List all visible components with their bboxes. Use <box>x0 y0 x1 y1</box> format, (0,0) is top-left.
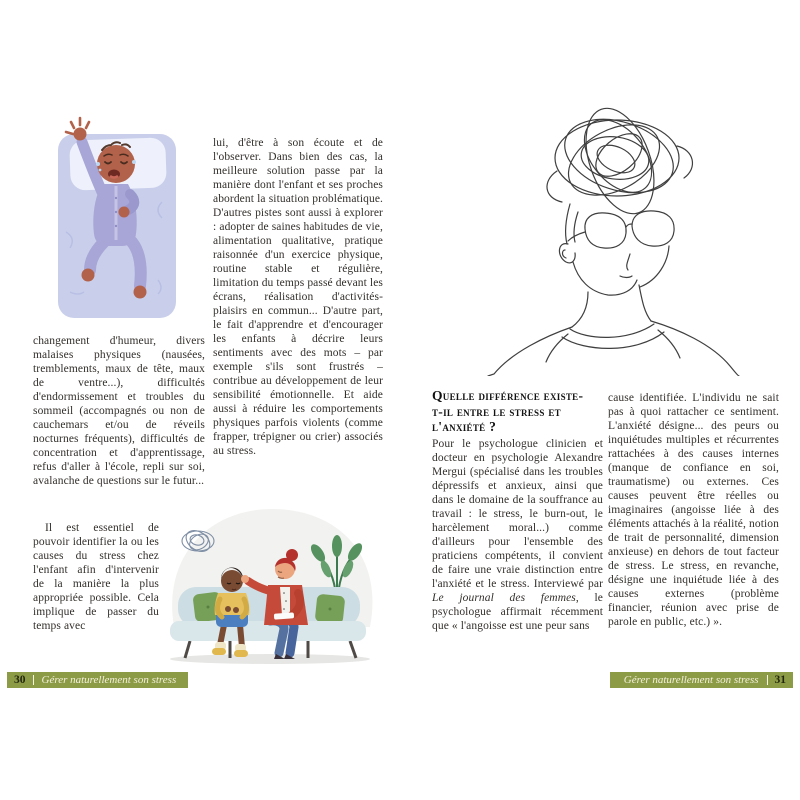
tear-drop <box>132 160 136 164</box>
page-number: 30 <box>14 674 26 686</box>
crying-baby-illustration <box>50 112 185 322</box>
woman-hand-on-boys-head <box>241 575 249 583</box>
paragraph-text: Pour le psychologue clinicien et docteur en psychologie Alexandre Mergui (spécialisé dans les troubles dépressifs et anxieux, ainsi que dans le domaine de la souffrance au travail : le stress, le burn-out, le harcèlement moral...) comme d'ailleurs pour l'ensemble des praticiens compétents, il convient de faire une vraie distinction entre l'anxiété et le stress. Interviewé par <box>432 438 603 590</box>
left-page-column2-paragraph: lui, d'être à son écoute et de l'observer. Dans bien des cas, la meilleure solution passe par la manière dont l'enfant et ses proches abordent la situation problématique. D'autres pistes sont aussi à explorer : adopter de saines habitudes de vie, alimentation qualitative, pratique raisonnée d'un exercice physique, routine stable et régulière, limitation du temps passé devant les écrans, réalisation d'activités-plaisirs en commun... D'autre part, le fait d'apprendre et d'encourager les enfants à décrire leurs sentiments avec des mots – par exemple s'ils sont frustrés – contribue au développement de leur sensibilité émotionnelle. Et aide aussi à réduire les comportements physiques parfois violents (comme frapper, trépigner ou crier) associés au stress. <box>213 137 384 457</box>
floor-shadow <box>170 654 370 664</box>
running-title: Gérer naturellement son stress <box>623 674 759 686</box>
right-page-footer <box>610 672 793 688</box>
tear-drop <box>96 162 100 166</box>
lineart-face <box>559 204 669 295</box>
left-page-column1-paragraph2: Il est essentiel de pouvoir identifier la ou les causes du stress chez l'enfant afin d'intervenir de la manière la plus appropriée possible. Cela implique de passer du temps avec <box>33 522 159 632</box>
tear-drop <box>99 169 102 172</box>
left-page-footer <box>7 672 188 688</box>
lineart-neck-shoulders <box>488 285 739 376</box>
running-title: Gérer naturellement son stress <box>41 674 177 686</box>
right-page-column2-paragraph: cause identifiée. L'individu ne sait pas à quoi rattacher ce sentiment. L'anxiété désigne... des peurs ou inquiétudes multiples et récurrentes rattachées à des causes internes (manque de confiance en soi, traumatisme) ou externes. Ces causes peuvent être réelles ou imaginaires (angoisse liée à des éléments attachés à la réalité, notion de trait de personnalité, dimension anxieuse) en dehors de tout facteur de stress. Le stress, en revanche, désigne une inquiétude liée à des causes externes (problème financier, réunion avec prise de parole en public, etc.) ». <box>608 392 779 628</box>
page-number: 31 <box>774 674 786 686</box>
mother-comforting-child-illustration <box>158 497 393 665</box>
lineart-head-tangled-thoughts-illustration <box>472 86 762 376</box>
section-heading: Quelle différence existe-t-il entre le stress et l'anxiété ? <box>432 388 584 434</box>
tangled-thoughts-scribble-icon <box>547 99 693 223</box>
woman-hair-bun <box>286 549 298 561</box>
paragraph-text: , le psychologue affirmait récemment que « l'angoisse est une peur sans <box>432 592 603 632</box>
publication-title: Le journal des femmes <box>432 592 576 604</box>
right-page-column1-paragraph <box>432 437 603 633</box>
boy-head <box>221 570 243 592</box>
ear <box>559 244 575 263</box>
left-page-column1-paragraph1: changement d'humeur, divers malaises physiques (nausées, tremblements, maux de tête, maux de ventre...), difficultés d'endormissement et troubles du sommeil (accompagnés ou non de cauchemars et/ou de réveils nocturnes fréquents), difficultés de concentration et d'apprentissage, refus d'aller à l'école, repli sur soi, avalanche de questions sur le futur... <box>33 335 205 487</box>
glasses-icon <box>568 211 674 248</box>
